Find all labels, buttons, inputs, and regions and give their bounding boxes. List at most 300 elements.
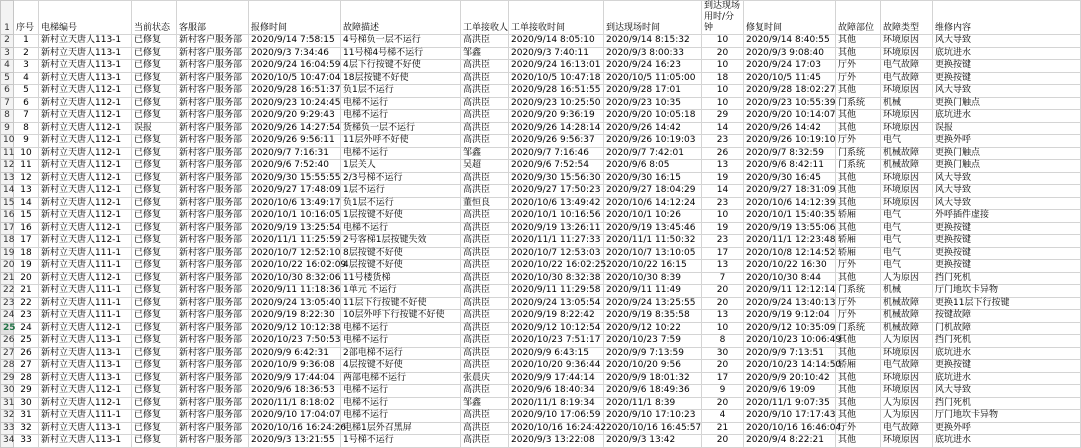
table-cell[interactable]: 1单元 不运行 [341, 285, 461, 298]
row-number[interactable]: 29 [1, 372, 14, 385]
table-cell[interactable]: 4层下行按键不好使 [341, 60, 461, 73]
table-cell[interactable]: 7 [702, 272, 744, 285]
table-cell[interactable]: 2020/9/24 13:05:54 [509, 297, 604, 310]
table-cell[interactable]: 2020/11/1 11:27:33 [509, 235, 604, 248]
table-cell[interactable]: 更换门触点 [933, 97, 1081, 110]
table-cell[interactable]: 高洪臣 [461, 97, 509, 110]
table-cell[interactable]: 2020/9/11 11:29:58 [509, 285, 604, 298]
table-cell[interactable]: 新村客户服务部 [177, 35, 249, 48]
table-cell[interactable]: 高洪臣 [461, 85, 509, 98]
table-cell[interactable]: 20 [702, 397, 744, 410]
table-cell[interactable]: 已修复 [132, 60, 177, 73]
table-cell[interactable]: 2020/9/26 9:56:11 [249, 135, 341, 148]
table-cell[interactable]: 2020/9/7 7:16:31 [249, 147, 341, 160]
row-number[interactable]: 10 [1, 135, 14, 148]
table-cell[interactable]: 高洪臣 [461, 435, 509, 448]
table-cell[interactable]: 新村客户服务部 [177, 422, 249, 435]
table-cell[interactable]: 2020/9/3 8:00:33 [604, 47, 702, 60]
table-cell[interactable]: 20 [702, 285, 744, 298]
table-cell[interactable]: 环境原因 [881, 435, 933, 448]
table-cell[interactable]: 2020/9/28 16:51:37 [249, 85, 341, 98]
table-cell[interactable]: 电气 [881, 135, 933, 148]
table-cell[interactable]: 已修复 [132, 147, 177, 160]
table-cell[interactable]: 邹鑫 [461, 397, 509, 410]
table-cell[interactable]: 2020/9/19 13:25:54 [249, 222, 341, 235]
table-cell[interactable]: 2020/9/23 10:25:50 [509, 97, 604, 110]
table-cell[interactable]: 高洪臣 [461, 110, 509, 123]
row-number[interactable]: 15 [1, 197, 14, 210]
table-cell[interactable]: 新村客户服务部 [177, 185, 249, 198]
table-cell[interactable]: 2020/9/19 13:55:06 [744, 222, 836, 235]
table-cell[interactable]: 14 [702, 122, 744, 135]
table-cell[interactable]: 20 [702, 360, 744, 373]
table-cell[interactable]: 2020/10/5 10:47:04 [249, 72, 341, 85]
table-cell[interactable]: 10 [702, 60, 744, 73]
table-cell[interactable]: 2020/9/9 20:10:42 [744, 372, 836, 385]
table-cell[interactable]: 新村客户服务部 [177, 297, 249, 310]
table-cell[interactable]: 2020/10/5 11:05:00 [604, 72, 702, 85]
table-cell[interactable]: 新村客户服务部 [177, 372, 249, 385]
table-cell[interactable]: 11号梯4号梯不运行 [341, 47, 461, 60]
table-cell[interactable]: 2020/9/26 14:42 [604, 122, 702, 135]
table-cell[interactable]: 两部电梯不运行 [341, 372, 461, 385]
table-cell[interactable]: 电梯不运行 [341, 110, 461, 123]
table-cell[interactable]: 董恒良 [461, 197, 509, 210]
table-cell[interactable]: 2020/10/5 10:47:18 [509, 72, 604, 85]
table-cell[interactable]: 26 [14, 347, 39, 360]
row-number[interactable]: 21 [1, 272, 14, 285]
table-cell[interactable]: 新村立天唐人113-1 [39, 60, 132, 73]
table-cell[interactable]: 10 [702, 97, 744, 110]
table-cell[interactable]: 外呼插件虚接 [933, 210, 1081, 223]
table-cell[interactable]: 已修复 [132, 97, 177, 110]
table-cell[interactable]: 2020/9/6 7:52:40 [249, 160, 341, 173]
table-cell[interactable]: 2020/10/22 16:02:25 [509, 260, 604, 273]
table-cell[interactable]: 2020/9/24 17:03 [744, 60, 836, 73]
table-cell[interactable]: 2020/9/11 11:49 [604, 285, 702, 298]
row-number[interactable]: 34 [1, 435, 14, 448]
table-cell[interactable]: 新村客户服务部 [177, 235, 249, 248]
table-cell[interactable]: 3 [14, 60, 39, 73]
table-cell[interactable]: 新村客户服务部 [177, 97, 249, 110]
table-cell[interactable]: 机械故障 [881, 147, 933, 160]
table-cell[interactable]: 2020/9/30 16:45 [744, 172, 836, 185]
table-cell[interactable]: 2020/9/3 7:40:11 [509, 47, 604, 60]
row-number[interactable]: 4 [1, 60, 14, 73]
table-cell[interactable]: 2020/10/1 10:16:56 [509, 210, 604, 223]
table-cell[interactable]: 2020/9/26 10:19:03 [604, 135, 702, 148]
table-cell[interactable]: 更换外呼 [933, 135, 1081, 148]
table-cell[interactable]: 新村立天唐人113-1 [39, 372, 132, 385]
table-cell[interactable]: 门系统 [836, 285, 881, 298]
table-cell[interactable]: 新村客户服务部 [177, 410, 249, 423]
row-number[interactable]: 11 [1, 147, 14, 160]
table-cell[interactable]: 已修复 [132, 347, 177, 360]
table-cell[interactable]: 2020/9/11 11:18:36 [249, 285, 341, 298]
table-cell[interactable]: 环境原因 [881, 385, 933, 398]
table-cell[interactable]: 13 [702, 310, 744, 323]
table-cell[interactable]: 2020/10/23 7:50:53 [249, 335, 341, 348]
table-cell[interactable]: 4号梯负一层不运行 [341, 35, 461, 48]
table-cell[interactable]: 新村立天唐人112-1 [39, 85, 132, 98]
table-cell[interactable]: 新村立天唐人111-1 [39, 297, 132, 310]
table-cell[interactable]: 2020/10/23 7:59 [604, 335, 702, 348]
table-cell[interactable]: 2020/10/16 16:24:42 [509, 422, 604, 435]
table-cell[interactable]: 4层按键不好使 [341, 260, 461, 273]
table-cell[interactable]: 2020/9/10 17:10:23 [604, 410, 702, 423]
table-cell[interactable]: 2020/10/9 9:36:08 [249, 360, 341, 373]
table-cell[interactable]: 已修复 [132, 47, 177, 60]
table-cell[interactable]: 新村立天唐人113-1 [39, 347, 132, 360]
table-cell[interactable]: 4 [702, 410, 744, 423]
table-cell[interactable]: 电梯不运行 [341, 222, 461, 235]
table-cell[interactable]: 已修复 [132, 397, 177, 410]
table-cell[interactable]: 2020/9/20 10:05:18 [604, 110, 702, 123]
table-cell[interactable]: 轿厢 [836, 360, 881, 373]
table-cell[interactable]: 风大导致 [933, 185, 1081, 198]
table-cell[interactable]: 2部电梯不运行 [341, 347, 461, 360]
table-cell[interactable]: 2020/10/7 12:52:10 [249, 247, 341, 260]
table-cell[interactable]: 新村立天唐人112-1 [39, 122, 132, 135]
table-cell[interactable]: 更换门触点 [933, 147, 1081, 160]
table-cell[interactable]: 2020/10/20 9:36:44 [509, 360, 604, 373]
table-cell[interactable]: 底坑进水 [933, 372, 1081, 385]
table-cell[interactable]: 高洪臣 [461, 247, 509, 260]
table-cell[interactable]: 1号梯不运行 [341, 435, 461, 448]
table-cell[interactable]: 2020/10/23 7:51:17 [509, 335, 604, 348]
table-cell[interactable]: 更换按键 [933, 222, 1081, 235]
table-cell[interactable]: 高洪臣 [461, 72, 509, 85]
table-cell[interactable]: 新村客户服务部 [177, 122, 249, 135]
table-cell[interactable]: 电气故障 [881, 72, 933, 85]
table-cell[interactable]: 环境原因 [881, 122, 933, 135]
table-cell[interactable]: 更换按键 [933, 72, 1081, 85]
table-cell[interactable]: 新村客户服务部 [177, 360, 249, 373]
table-cell[interactable]: 更换门触点 [933, 160, 1081, 173]
table-cell[interactable]: 高洪臣 [461, 35, 509, 48]
table-cell[interactable]: 2020/9/12 10:22 [604, 322, 702, 335]
table-cell[interactable]: 2020/9/7 7:16:46 [509, 147, 604, 160]
table-cell[interactable]: 新村客户服务部 [177, 397, 249, 410]
row-number[interactable]: 18 [1, 235, 14, 248]
table-cell[interactable]: 1层按键不好使 [341, 210, 461, 223]
table-cell[interactable]: 2020/9/24 16:13:01 [509, 60, 604, 73]
table-cell[interactable]: 人为原因 [881, 272, 933, 285]
table-cell[interactable]: 23 [14, 310, 39, 323]
table-cell[interactable]: 2020/9/3 9:08:40 [744, 47, 836, 60]
table-cell[interactable]: 已修复 [132, 285, 177, 298]
table-cell[interactable]: 8 [14, 122, 39, 135]
table-cell[interactable]: 18 [14, 247, 39, 260]
table-cell[interactable]: 2020/10/6 14:12:24 [604, 197, 702, 210]
table-cell[interactable]: 机械 [881, 285, 933, 298]
table-cell[interactable]: 误报 [132, 122, 177, 135]
row-number[interactable]: 13 [1, 172, 14, 185]
col-header[interactable]: 到达现场用时/分钟 [702, 1, 744, 35]
table-cell[interactable]: 4层按键不好使 [341, 360, 461, 373]
table-cell[interactable]: 新村立天唐人112-1 [39, 97, 132, 110]
table-cell[interactable]: 8层按键不好使 [341, 247, 461, 260]
table-cell[interactable]: 人为原因 [881, 410, 933, 423]
table-cell[interactable]: 2 [14, 47, 39, 60]
table-cell[interactable]: 其他 [836, 197, 881, 210]
table-cell[interactable]: 其他 [836, 372, 881, 385]
table-cell[interactable]: 32 [14, 422, 39, 435]
table-cell[interactable]: 30 [702, 347, 744, 360]
table-cell[interactable]: 2020/10/23 14:14:50 [744, 360, 836, 373]
table-cell[interactable]: 新村立天唐人112-1 [39, 110, 132, 123]
table-cell[interactable]: 电气故障 [881, 60, 933, 73]
table-cell[interactable]: 门系统 [836, 97, 881, 110]
table-cell[interactable]: 风大导致 [933, 172, 1081, 185]
table-cell[interactable]: 轿厢 [836, 210, 881, 223]
table-cell[interactable]: 新村客户服务部 [177, 272, 249, 285]
table-cell[interactable]: 2020/10/6 14:12:39 [744, 197, 836, 210]
table-cell[interactable]: 2020/10/23 10:06:49 [744, 335, 836, 348]
table-cell[interactable]: 底坑进水 [933, 435, 1081, 448]
row-number[interactable]: 2 [1, 35, 14, 48]
table-cell[interactable]: 2020/9/19 9:12:04 [744, 310, 836, 323]
table-cell[interactable]: 2020/10/30 8:44 [744, 272, 836, 285]
table-cell[interactable]: 环境原因 [881, 197, 933, 210]
table-cell[interactable]: 已修复 [132, 110, 177, 123]
table-cell[interactable]: 2020/9/23 10:35 [604, 97, 702, 110]
row-number[interactable]: 7 [1, 97, 14, 110]
table-cell[interactable]: 2020/9/9 6:43:15 [509, 347, 604, 360]
table-cell[interactable]: 厅外 [836, 260, 881, 273]
table-cell[interactable]: 其他 [836, 272, 881, 285]
row-number[interactable]: 20 [1, 260, 14, 273]
table-cell[interactable]: 15 [14, 210, 39, 223]
table-cell[interactable]: 高洪臣 [461, 285, 509, 298]
table-cell[interactable]: 20 [14, 272, 39, 285]
col-header[interactable]: 当前状态 [132, 1, 177, 35]
table-cell[interactable]: 2020/9/12 10:12:54 [509, 322, 604, 335]
table-cell[interactable]: 其他 [836, 185, 881, 198]
table-cell[interactable]: 2020/10/16 16:46:04 [744, 422, 836, 435]
table-cell[interactable]: 更换按键 [933, 360, 1081, 373]
table-cell[interactable]: 已修复 [132, 360, 177, 373]
table-cell[interactable]: 新村立天唐人112-1 [39, 135, 132, 148]
table-cell[interactable]: 负1层不运行 [341, 85, 461, 98]
table-cell[interactable]: 其他 [836, 35, 881, 48]
table-cell[interactable]: 已修复 [132, 335, 177, 348]
table-cell[interactable]: 2020/9/24 13:40:13 [744, 297, 836, 310]
table-cell[interactable]: 2/3号梯不运行 [341, 172, 461, 185]
table-cell[interactable]: 2020/9/14 8:40:55 [744, 35, 836, 48]
table-cell[interactable]: 门机故障 [933, 322, 1081, 335]
table-cell[interactable]: 更换外呼 [933, 422, 1081, 435]
table-cell[interactable]: 31 [14, 410, 39, 423]
table-cell[interactable]: 电梯1层外召黑屏 [341, 422, 461, 435]
table-cell[interactable]: 新村客户服务部 [177, 85, 249, 98]
row-number[interactable]: 25 [1, 322, 14, 335]
table-cell[interactable]: 厅外 [836, 72, 881, 85]
table-cell[interactable]: 其他 [836, 85, 881, 98]
table-cell[interactable]: 环境原因 [881, 35, 933, 48]
table-cell[interactable]: 17 [14, 235, 39, 248]
table-cell[interactable]: 电梯不运行 [341, 147, 461, 160]
table-cell[interactable]: 轿厢 [836, 247, 881, 260]
row-number[interactable]: 5 [1, 72, 14, 85]
table-cell[interactable]: 新村客户服务部 [177, 47, 249, 60]
table-cell[interactable]: 其他 [836, 222, 881, 235]
table-cell[interactable]: 23 [702, 135, 744, 148]
table-cell[interactable]: 2020/10/1 10:26 [604, 210, 702, 223]
table-cell[interactable]: 2020/9/26 14:27:54 [249, 122, 341, 135]
table-cell[interactable]: 已修复 [132, 260, 177, 273]
table-cell[interactable]: 2020/9/14 8:15:32 [604, 35, 702, 48]
table-cell[interactable]: 厅门地坎卡异物 [933, 410, 1081, 423]
table-cell[interactable]: 高洪臣 [461, 297, 509, 310]
table-cell[interactable]: 21 [14, 285, 39, 298]
table-cell[interactable]: 20 [702, 297, 744, 310]
table-cell[interactable]: 2020/10/6 13:49:42 [509, 197, 604, 210]
table-cell[interactable]: 底坑进水 [933, 110, 1081, 123]
table-cell[interactable]: 已修复 [132, 322, 177, 335]
table-cell[interactable]: 机械故障 [881, 297, 933, 310]
table-cell[interactable]: 7 [14, 110, 39, 123]
table-cell[interactable]: 2020/9/9 17:44:04 [249, 372, 341, 385]
table-cell[interactable]: 新村客户服务部 [177, 310, 249, 323]
col-header[interactable]: 修复时间 [744, 1, 836, 35]
table-cell[interactable]: 已修复 [132, 197, 177, 210]
table-cell[interactable]: 18层按键不好使 [341, 72, 461, 85]
table-cell[interactable]: 厅外 [836, 310, 881, 323]
table-cell[interactable]: 其他 [836, 435, 881, 448]
table-cell[interactable]: 高洪臣 [461, 60, 509, 73]
row-number[interactable]: 32 [1, 410, 14, 423]
table-cell[interactable]: 12 [14, 172, 39, 185]
table-cell[interactable]: 新村客户服务部 [177, 322, 249, 335]
table-cell[interactable]: 2020/9/27 18:31:09 [744, 185, 836, 198]
table-cell[interactable]: 24 [14, 322, 39, 335]
table-cell[interactable]: 2020/9/3 13:21:55 [249, 435, 341, 448]
table-cell[interactable]: 4 [14, 72, 39, 85]
table-cell[interactable]: 2020/9/28 17:01 [604, 85, 702, 98]
table-cell[interactable]: 2020/9/26 10:19:10 [744, 135, 836, 148]
table-cell[interactable]: 2020/9/11 12:12:14 [744, 285, 836, 298]
table-cell[interactable]: 2020/9/23 10:55:39 [744, 97, 836, 110]
table-cell[interactable]: 30 [14, 397, 39, 410]
table-cell[interactable]: 2020/9/20 9:36:19 [509, 110, 604, 123]
table-cell[interactable]: 电梯不运行 [341, 322, 461, 335]
table-cell[interactable]: 2020/9/30 16:15 [604, 172, 702, 185]
table-cell[interactable]: 高洪臣 [461, 322, 509, 335]
table-cell[interactable]: 2020/10/7 13:10:05 [604, 247, 702, 260]
table-cell[interactable]: 高洪臣 [461, 235, 509, 248]
table-cell[interactable]: 2020/9/6 7:52:54 [509, 160, 604, 173]
table-cell[interactable]: 新村立天唐人113-1 [39, 72, 132, 85]
table-cell[interactable]: 2020/10/5 11:45 [744, 72, 836, 85]
table-cell[interactable]: 2020/9/19 13:26:11 [509, 222, 604, 235]
table-cell[interactable]: 环境原因 [881, 347, 933, 360]
table-cell[interactable]: 20 [702, 435, 744, 448]
table-cell[interactable]: 11号楼货梯 [341, 272, 461, 285]
table-cell[interactable]: 机械 [881, 97, 933, 110]
table-cell[interactable]: 邹鑫 [461, 47, 509, 60]
table-cell[interactable]: 2020/10/22 16:30 [744, 260, 836, 273]
table-cell[interactable]: 环境原因 [881, 85, 933, 98]
table-cell[interactable]: 6 [14, 97, 39, 110]
table-cell[interactable]: 环境原因 [881, 172, 933, 185]
table-cell[interactable]: 高洪臣 [461, 385, 509, 398]
table-cell[interactable]: 新村立天唐人111-1 [39, 285, 132, 298]
table-cell[interactable]: 2020/10/22 16:02:09 [249, 260, 341, 273]
table-cell[interactable]: 按键故障 [933, 310, 1081, 323]
table-cell[interactable]: 电气 [881, 235, 933, 248]
table-cell[interactable]: 13 [702, 260, 744, 273]
row-number[interactable]: 3 [1, 47, 14, 60]
table-cell[interactable]: 高洪臣 [461, 260, 509, 273]
row-number[interactable]: 27 [1, 347, 14, 360]
table-cell[interactable]: 2020/9/27 17:50:23 [509, 185, 604, 198]
table-cell[interactable]: 机械故障 [881, 310, 933, 323]
table-cell[interactable]: 2020/9/14 8:05:10 [509, 35, 604, 48]
col-header[interactable]: 序号 [14, 1, 39, 35]
table-cell[interactable]: 高洪臣 [461, 222, 509, 235]
table-cell[interactable]: 高洪臣 [461, 272, 509, 285]
table-cell[interactable]: 2020/9/9 6:42:31 [249, 347, 341, 360]
table-cell[interactable]: 新村立天唐人112-1 [39, 385, 132, 398]
table-cell[interactable]: 新村立天唐人111-1 [39, 247, 132, 260]
table-cell[interactable]: 已修复 [132, 410, 177, 423]
table-cell[interactable]: 电梯不运行 [341, 410, 461, 423]
table-cell[interactable]: 环境原因 [881, 110, 933, 123]
row-number[interactable]: 28 [1, 360, 14, 373]
table-cell[interactable]: 2020/9/27 17:48:09 [249, 185, 341, 198]
table-cell[interactable]: 2020/9/19 8:35:58 [604, 310, 702, 323]
table-cell[interactable]: 挡门死机 [933, 397, 1081, 410]
table-cell[interactable]: 厅外 [836, 60, 881, 73]
table-cell[interactable]: 高洪臣 [461, 210, 509, 223]
table-cell[interactable]: 2020/11/1 9:07:35 [744, 397, 836, 410]
table-cell[interactable]: 2020/9/9 17:44:14 [509, 372, 604, 385]
table-cell[interactable]: 2020/9/27 18:04:29 [604, 185, 702, 198]
table-cell[interactable]: 更换按键 [933, 60, 1081, 73]
row-number[interactable]: 17 [1, 222, 14, 235]
table-cell[interactable]: 新村立天唐人112-1 [39, 185, 132, 198]
table-cell[interactable]: 人为原因 [881, 397, 933, 410]
col-header[interactable]: 报修时间 [249, 1, 341, 35]
table-cell[interactable]: 已修复 [132, 222, 177, 235]
table-cell[interactable]: 已修复 [132, 297, 177, 310]
table-cell[interactable]: 2020/10/30 8:32:06 [249, 272, 341, 285]
table-cell[interactable]: 2020/10/20 9:56 [604, 360, 702, 373]
table-cell[interactable]: 其他 [836, 122, 881, 135]
table-cell[interactable]: 2020/10/7 12:53:03 [509, 247, 604, 260]
table-cell[interactable]: 2020/9/6 18:49:36 [604, 385, 702, 398]
table-cell[interactable]: 2020/9/20 9:29:43 [249, 110, 341, 123]
table-cell[interactable]: 新村立天唐人111-1 [39, 310, 132, 323]
table-cell[interactable]: 2020/10/22 16:15 [604, 260, 702, 273]
table-cell[interactable]: 2020/10/1 15:40:35 [744, 210, 836, 223]
table-cell[interactable]: 2020/11/1 8:19:34 [509, 397, 604, 410]
table-cell[interactable]: 挡门死机 [933, 272, 1081, 285]
table-cell[interactable]: 10 [702, 85, 744, 98]
table-cell[interactable]: 厅门地坎卡异物 [933, 285, 1081, 298]
table-cell[interactable]: 2020/9/9 7:13:51 [744, 347, 836, 360]
table-cell[interactable]: 新村立天唐人112-1 [39, 235, 132, 248]
table-cell[interactable]: 新村立天唐人113-1 [39, 335, 132, 348]
row-number[interactable]: 6 [1, 85, 14, 98]
table-cell[interactable]: 2020/9/19 8:22:42 [509, 310, 604, 323]
table-cell[interactable]: 2020/9/26 14:28:14 [509, 122, 604, 135]
table-cell[interactable]: 2020/9/9 7:13:59 [604, 347, 702, 360]
row-number[interactable]: 9 [1, 122, 14, 135]
table-cell[interactable]: 电气 [881, 210, 933, 223]
table-cell[interactable]: 25 [14, 335, 39, 348]
